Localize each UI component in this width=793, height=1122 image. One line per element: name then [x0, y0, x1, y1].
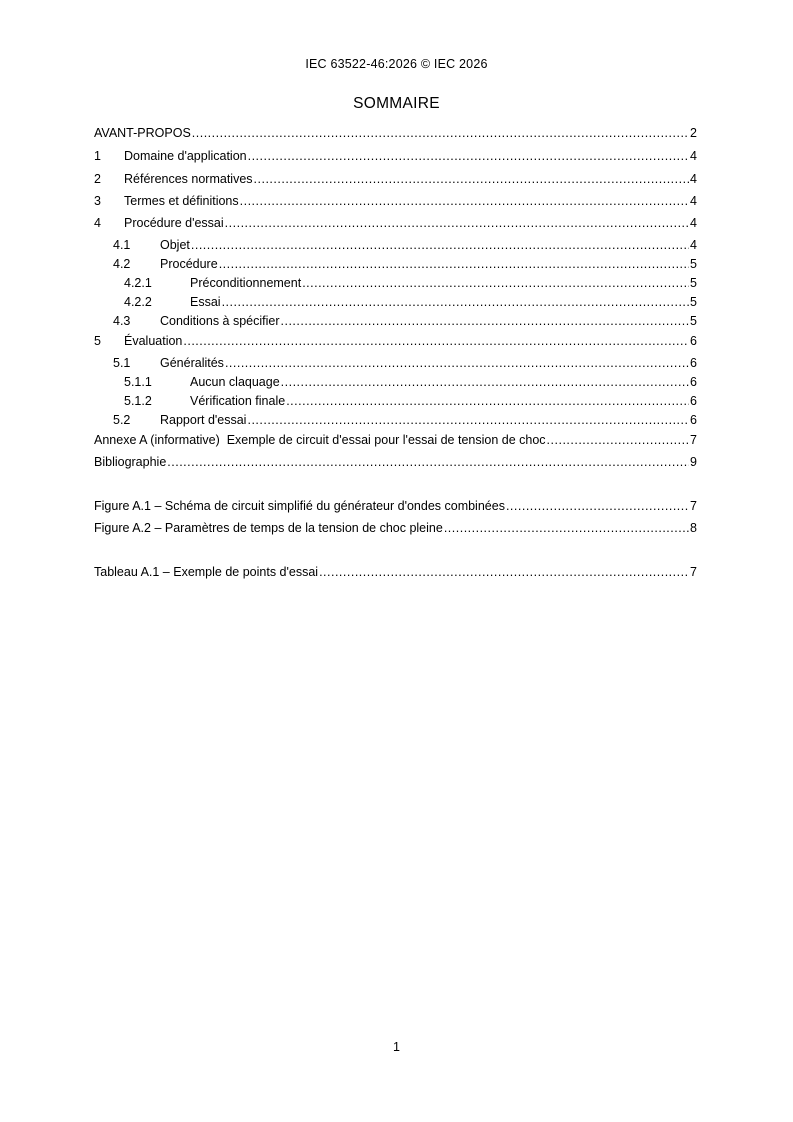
- toc-entry-page: 4: [690, 149, 697, 163]
- toc-table-a-1[interactable]: [94, 563, 697, 581]
- toc-entry-number: 4.1: [113, 238, 131, 252]
- toc-leader-dots: [281, 373, 689, 391]
- toc-entry-page: 6: [690, 356, 697, 370]
- toc-leader-dots: [225, 354, 689, 372]
- toc-entry-number: 3: [94, 194, 101, 208]
- toc-entry-label: Annexe A (informative) Exemple de circuit d'essai pour l'essai de tension de choc: [94, 433, 546, 447]
- toc-figure-page: 7: [690, 499, 697, 513]
- toc-entry-4-2-2[interactable]: [94, 293, 697, 311]
- toc-entry-page: 4: [690, 238, 697, 252]
- toc-entry-number: 2: [94, 172, 101, 186]
- toc-entry-page: 6: [690, 394, 697, 408]
- toc-table-page: 7: [690, 565, 697, 579]
- toc-entry-label: Vérification finale: [190, 394, 286, 408]
- toc-figure-label: Figure A.2 – Paramètres de temps de la tension de choc pleine: [94, 521, 443, 535]
- toc-entry-page: 5: [690, 276, 697, 290]
- toc-entry-label: Aucun claquage: [190, 375, 280, 389]
- toc-leader-dots: [444, 519, 689, 537]
- toc-entry-5-1[interactable]: [94, 354, 697, 372]
- toc-leader-dots: [219, 255, 689, 273]
- toc-entry-label: Évaluation: [124, 334, 183, 348]
- document-header: IEC 63522-46:2026 © IEC 2026: [305, 57, 488, 71]
- toc-entry-page: 5: [690, 257, 697, 271]
- toc-leader-dots: [302, 274, 689, 292]
- toc-entry-label: AVANT-PROPOS: [94, 126, 191, 140]
- toc-entry-label: Conditions à spécifier: [160, 314, 280, 328]
- toc-leader-dots: [506, 497, 689, 515]
- toc-entry-number: 4.2.2: [124, 295, 152, 309]
- toc-entry-5-1-2[interactable]: [94, 392, 697, 410]
- toc-entry-page: 7: [690, 433, 697, 447]
- toc-entry-label: Termes et définitions: [124, 194, 239, 208]
- toc-figure-a-1[interactable]: [94, 497, 697, 515]
- toc-leader-dots: [167, 453, 689, 471]
- toc-figure-page: 8: [690, 521, 697, 535]
- toc-entry-number: 4.2.1: [124, 276, 152, 290]
- toc-entry-number: 5: [94, 334, 101, 348]
- toc-entry-4-2[interactable]: [94, 255, 697, 273]
- toc-leader-dots: [281, 312, 690, 330]
- toc-leader-dots: [183, 332, 689, 350]
- toc-entry-number: 5.1.1: [124, 375, 152, 389]
- toc-leader-dots: [547, 431, 690, 449]
- toc-entry-4-1[interactable]: [94, 236, 697, 254]
- toc-entry-5-2[interactable]: [94, 411, 697, 429]
- toc-entry-page: 6: [690, 375, 697, 389]
- toc-leader-dots: [225, 214, 689, 232]
- toc-entry-number: 5.1.2: [124, 394, 152, 408]
- toc-entry-5-1-1[interactable]: [94, 373, 697, 391]
- toc-leader-dots: [286, 392, 689, 410]
- toc-entry-label: Domaine d'application: [124, 149, 247, 163]
- toc-entry-label: Procédure: [160, 257, 218, 271]
- toc-entry-number: 1: [94, 149, 101, 163]
- toc-leader-dots: [192, 124, 689, 142]
- toc-entry-label: Références normatives: [124, 172, 253, 186]
- toc-entry-label: Rapport d'essai: [160, 413, 247, 427]
- toc-figure-label: Figure A.1 – Schéma de circuit simplifié du générateur d'ondes combinées: [94, 499, 505, 513]
- toc-entry-page: 6: [690, 334, 697, 348]
- toc-entry-number: 5.1: [113, 356, 131, 370]
- toc-entry-label: Généralités: [160, 356, 224, 370]
- toc-leader-dots: [191, 236, 689, 254]
- toc-entry-page: 6: [690, 413, 697, 427]
- toc-entry-2[interactable]: [94, 170, 697, 188]
- toc-entry-1[interactable]: [94, 147, 697, 165]
- toc-leader-dots: [248, 147, 689, 165]
- toc-figure-a-2[interactable]: [94, 519, 697, 537]
- toc-leader-dots: [240, 192, 689, 210]
- toc-entry-page: 2: [690, 126, 697, 140]
- toc-entry-3[interactable]: [94, 192, 697, 210]
- toc-entry-page: 5: [690, 314, 697, 328]
- toc-entry-label: Procédure d'essai: [124, 216, 224, 230]
- toc-entry-number: 4.3: [113, 314, 131, 328]
- toc-leader-dots: [247, 411, 689, 429]
- toc-entry-5[interactable]: [94, 332, 697, 350]
- toc-entry-number: 4: [94, 216, 101, 230]
- toc-table-label: Tableau A.1 – Exemple de points d'essai: [94, 565, 319, 579]
- toc-entry-page: 4: [690, 172, 697, 186]
- toc-entry-page: 4: [690, 194, 697, 208]
- page-number: 1: [393, 1040, 400, 1054]
- toc-leader-dots: [222, 293, 689, 311]
- toc-entry-avant-propos[interactable]: [94, 124, 697, 142]
- toc-entry-number: 4.2: [113, 257, 131, 271]
- toc-entry-4-3[interactable]: [94, 312, 697, 330]
- toc-entry-label: Objet: [160, 238, 190, 252]
- toc-entry-number: 5.2: [113, 413, 131, 427]
- toc-entry-4[interactable]: [94, 214, 697, 232]
- toc-entry-page: 9: [690, 455, 697, 469]
- toc-entry-bibliographie[interactable]: [94, 453, 697, 471]
- toc-entry-page: 4: [690, 216, 697, 230]
- toc-title: SOMMAIRE: [353, 95, 440, 112]
- toc-entry-label: Essai: [190, 295, 221, 309]
- toc-entry-4-2-1[interactable]: [94, 274, 697, 292]
- toc-entry-page: 5: [690, 295, 697, 309]
- toc-entry-label: Préconditionnement: [190, 276, 302, 290]
- toc-entry-annexe-a[interactable]: [94, 431, 697, 449]
- toc-leader-dots: [254, 170, 690, 188]
- toc-entry-label: Bibliographie: [94, 455, 167, 469]
- toc-leader-dots: [319, 563, 689, 581]
